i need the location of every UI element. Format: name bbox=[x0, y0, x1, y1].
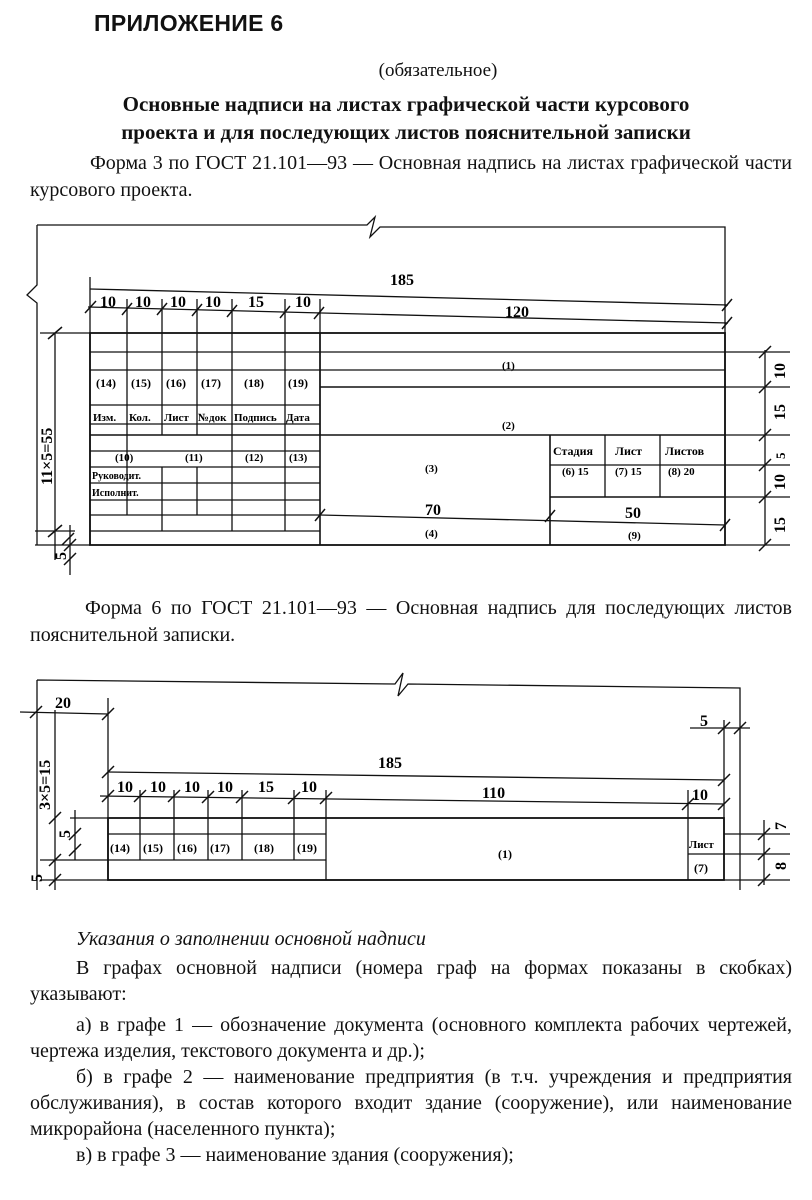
f6-g7: (7) bbox=[694, 861, 708, 875]
f3-r-5: 5 bbox=[773, 452, 788, 459]
f6-cell-14: (14) bbox=[110, 841, 130, 855]
f6-dim-20: 20 bbox=[55, 695, 71, 712]
f3-dim-185: 185 bbox=[390, 272, 414, 289]
form6-caption: Форма 6 по ГОСТ 21.101—93 — Основная надпись для последующих листов пояснительной записки. bbox=[30, 597, 792, 646]
f6-dim-5: 5 bbox=[700, 713, 708, 730]
f3-r-15b: 15 bbox=[772, 517, 789, 533]
instruction-b: б) в графе 2 — наименование предприятия (в т.ч. учреждения и предприятия обслуживания), в состав которого входит здание (сооружение), или наименование микрорайона (населенного пункта); bbox=[30, 1066, 792, 1140]
f3-r-10b: 10 bbox=[772, 474, 789, 490]
form3-drawing bbox=[0, 215, 812, 585]
f6-list: Лист bbox=[689, 839, 714, 851]
f3-hdr-podpis: Подпись bbox=[234, 412, 277, 424]
f6-dim-d: 10 bbox=[217, 779, 233, 796]
f6-dim-b: 10 bbox=[150, 779, 166, 796]
f6-right-7: 7 bbox=[773, 822, 790, 830]
f3-dim-b: 10 bbox=[135, 294, 151, 311]
f3-cell-17: (17) bbox=[201, 376, 221, 390]
f3-cell-10: (10) bbox=[115, 452, 134, 464]
f3-g1: (1) bbox=[502, 360, 515, 372]
f6-dim-10r: 10 bbox=[692, 787, 708, 804]
f3-hdr-list: Лист bbox=[164, 412, 189, 424]
instructions-heading: Указания о заполнении основной надписи bbox=[76, 928, 426, 950]
f6-cell-16: (16) bbox=[177, 841, 197, 855]
f3-dim-d: 10 bbox=[205, 294, 221, 311]
f6-dim-a: 10 bbox=[117, 779, 133, 796]
f6-left-dim: 3×5=15 bbox=[37, 759, 54, 810]
f6-cell-19: (19) bbox=[297, 841, 317, 855]
title-line-1: Основные надписи на листах графической части курсового bbox=[122, 92, 690, 116]
f3-hdr-kol: Кол. bbox=[129, 412, 151, 424]
f3-cell-15: (15) bbox=[131, 376, 151, 390]
f3-dim-e: 15 bbox=[248, 294, 264, 311]
f3-hdr-ndok: №док bbox=[198, 412, 227, 424]
f3-dim-120: 120 bbox=[505, 304, 529, 321]
instruction-c: в) в графе 3 — наименование здания (сооружения); bbox=[76, 1144, 514, 1166]
f3-left-5: 5 bbox=[53, 552, 70, 560]
f3-left-dim: 11×5=55 bbox=[39, 427, 56, 485]
f3-list: Лист bbox=[615, 444, 643, 458]
f3-g6: (6) 15 bbox=[562, 466, 589, 478]
f3-cell-19: (19) bbox=[288, 376, 308, 390]
f6-cell-18: (18) bbox=[254, 841, 274, 855]
title-line-2: проекта и для последующих листов пояснительной записки bbox=[121, 120, 691, 144]
f3-dim-c: 10 bbox=[170, 294, 186, 311]
f6-dim-e: 15 bbox=[258, 779, 274, 796]
f3-hdr-data: Дата bbox=[286, 412, 310, 424]
f3-g7: (7) 15 bbox=[615, 466, 642, 478]
f3-cell-12: (12) bbox=[245, 452, 264, 464]
f6-dim-110: 110 bbox=[482, 785, 506, 802]
f3-r-15: 15 bbox=[772, 404, 789, 420]
f3-cell-16: (16) bbox=[166, 376, 186, 390]
section-title bbox=[20, 90, 792, 146]
instruction-intro: В графах основной надписи (номера граф на формах показаны в скобках) указывают: bbox=[30, 957, 792, 1005]
f6-dim-f: 10 bbox=[301, 779, 317, 796]
f3-hdr-izm: Изм. bbox=[93, 412, 117, 424]
f3-dim-70: 70 bbox=[425, 502, 441, 519]
f6-g1: (1) bbox=[498, 847, 512, 861]
f3-g9: (9) bbox=[628, 530, 641, 542]
f6-right-8: 8 bbox=[773, 862, 790, 870]
f3-cell-11: (11) bbox=[185, 452, 203, 464]
f6-cell-17: (17) bbox=[210, 841, 230, 855]
f3-dim-a: 10 bbox=[100, 294, 116, 311]
f3-cell-14: (14) bbox=[96, 376, 116, 390]
mandatory-note: (обязательное) bbox=[378, 60, 498, 81]
f3-stadia: Стадия bbox=[553, 444, 594, 458]
form6-drawing bbox=[0, 670, 812, 910]
form3-caption: Форма 3 по ГОСТ 21.101—93 — Основная надпись на листах графической части курсового проекта. bbox=[30, 152, 792, 201]
f6-left-5b: 5 bbox=[29, 874, 46, 882]
f6-left-5a: 5 bbox=[57, 830, 74, 838]
f3-ispolnit: Исполнит. bbox=[92, 488, 139, 499]
f3-g8: (8) 20 bbox=[668, 466, 695, 478]
f6-dim-c: 10 bbox=[184, 779, 200, 796]
f3-listov: Листов bbox=[665, 444, 705, 458]
f3-r-10: 10 bbox=[772, 363, 789, 379]
f3-dim-50: 50 bbox=[625, 505, 641, 522]
f3-cell-13: (13) bbox=[289, 452, 308, 464]
appendix-heading: ПРИЛОЖЕНИЕ 6 bbox=[94, 10, 284, 36]
f3-g2: (2) bbox=[502, 420, 515, 432]
f6-cell-15: (15) bbox=[143, 841, 163, 855]
f3-rukovod: Руководит. bbox=[92, 471, 142, 482]
f3-g3: (3) bbox=[425, 463, 438, 475]
f3-dim-f: 10 bbox=[295, 294, 311, 311]
f3-g4: (4) bbox=[425, 528, 438, 540]
instruction-a: а) в графе 1 — обозначение документа (основного комплекта рабочих чертежей, чертежа изделия, текстового документа и др.); bbox=[30, 1014, 792, 1062]
f6-dim-185: 185 bbox=[378, 755, 402, 772]
f3-cell-18: (18) bbox=[244, 376, 264, 390]
